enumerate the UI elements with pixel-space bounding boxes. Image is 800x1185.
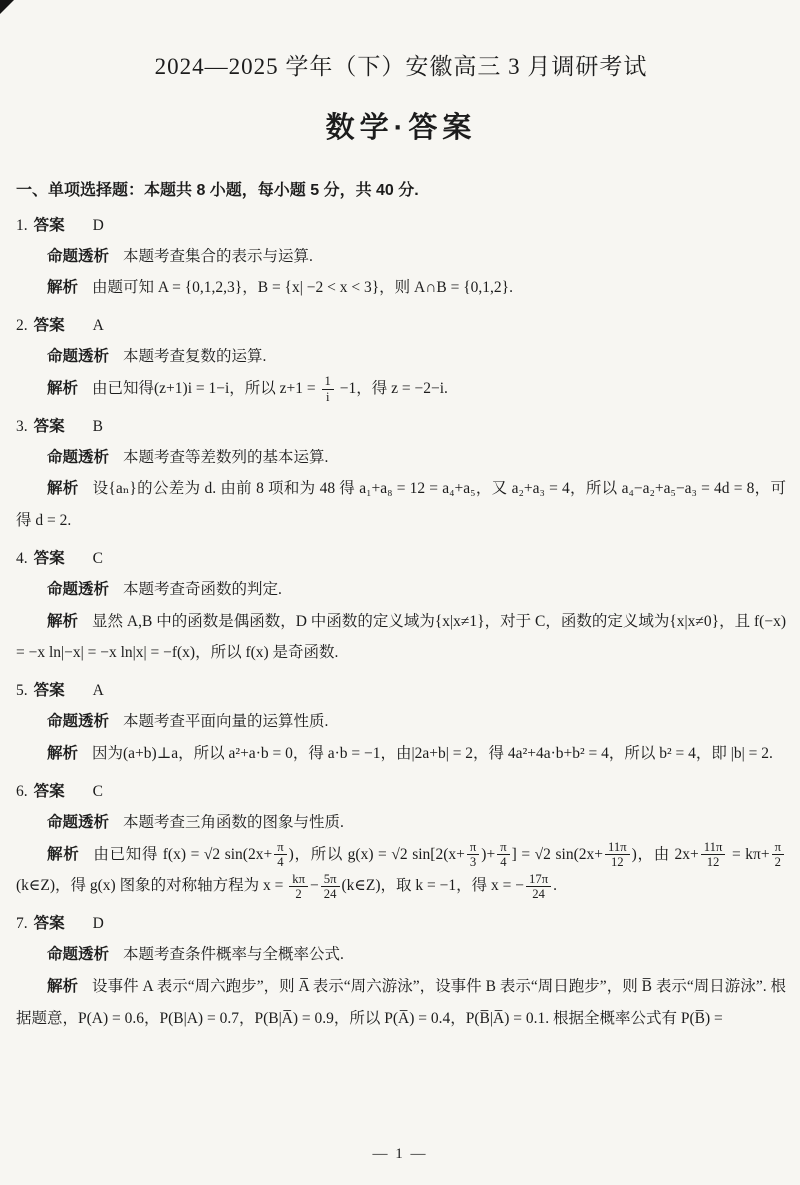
answer-letter: D [92,915,104,933]
fraction: $\frac{5\pi}{24}$ [321,872,340,902]
answer-line [16,411,786,442]
solution-label: 解析 [47,612,79,630]
question-number: 3. [16,417,28,435]
answer-label: 答案 [33,216,65,234]
solution-text: 显然 A,B 中的函数是偶函数，D 中函数的定义域为{x|x≠1}，对于 C，函数的定义域为{x|x≠0}，且 f(−x) = −x ln|−x| = −x ln|x| = −f(x)，所以 f(x) 是奇函数. [16,612,786,662]
answer-letter: C [92,549,103,567]
analysis-text: 本题考查集合的表示与运算. [123,247,313,265]
solution-text: 因为(a+b)⊥a，所以 a²+a·b = 0，得 a·b = −1，由|2a+b| = 2，得 4a²+4a·b+b² = 4，所以 b² = 4，即 |b| = 2. [92,745,773,763]
analysis-text: 本题考查复数的运算. [123,348,267,366]
analysis-text: 本题考查等差数列的基本运算. [123,448,329,466]
answer-letter: A [92,317,104,335]
solution-paragraph [16,473,786,537]
answer-line [16,908,786,939]
answer-line [16,210,786,241]
analysis-paragraph [16,241,786,273]
solution-text: 由已知得(z+1)i = 1−i，所以 z+1 = $\frac{1}{i}$ −1，得 z = −2−i. [92,374,448,404]
answer-line [16,310,786,341]
solution-text: 由已知得 f(x) = √2 sin(2x+ $\frac{\pi}{4}$ )，所以 g(x) = √2 sin[2(x+ $\frac{\pi}{3}$ )+ $\frac{\pi}{4}$ ] = √2 sin(2x+ $\frac{11\pi}{12}$ )，由 2x+ $\frac{11\pi}{12}$ = kπ+ $\frac{\pi}{2}$ (k∈Z)，得 g(x) 图象的对称轴方程为 x = $\frac{k\pi}{2}$ − $\frac{5\pi}{24}$ (k∈Z)，取 k = −1，得 x = − $\frac{17\pi}{24}$ . [16,846,786,895]
analysis-label: 命题透析 [47,448,110,466]
question-6 [16,776,786,902]
fraction: $\frac{1}{i}$ [322,374,334,404]
question-number: 5. [16,682,28,700]
question-4 [16,543,786,669]
answer-line [16,543,786,574]
analysis-label: 命题透析 [47,247,110,265]
fraction: $\frac{\pi}{4}$ [497,840,509,870]
analysis-paragraph [16,442,786,474]
analysis-paragraph [16,939,786,971]
answer-label: 答案 [33,915,65,933]
question-1 [16,210,786,305]
solution-paragraph [16,971,786,1035]
solution-paragraph [16,738,786,770]
question-5 [16,675,786,770]
analysis-text: 本题考查平面向量的运算性质. [123,713,329,731]
fraction: $\frac{\pi}{3}$ [467,840,479,870]
analysis-label: 命题透析 [47,348,110,366]
solution-paragraph [16,606,786,670]
question-3 [16,411,786,537]
answer-letter: C [92,782,103,800]
answer-label: 答案 [33,317,65,335]
answer-label: 答案 [33,682,65,700]
solution-label: 解析 [47,480,79,498]
fraction: $\frac{\pi}{2}$ [772,840,784,870]
solution-text: 设事件 A 表示“周六跑步”，则 A̅ 表示“周六游泳”，设事件 B 表示“周日跑步”，则 B̅ 表示“周日游泳”. 根据题意，P(A) = 0.6，P(B|A) = 0.7，P(B|A̅) = 0.9，所以 P(A̅) = 0.4，P(B̅|A̅) = 0.1. 根据全概率公式有 P(B̅) = [16,977,786,1027]
question-number: 7. [16,915,28,933]
answer-letter: B [92,417,103,435]
question-number: 2. [16,317,28,335]
analysis-paragraph [16,574,786,606]
fraction: $\frac{17\pi}{24}$ [526,872,551,902]
fraction: $\frac{k\pi}{2}$ [289,872,308,902]
question-number: 1. [16,216,28,234]
question-2 [16,310,786,405]
fraction: $\frac{11\pi}{12}$ [701,840,726,870]
solution-text: 由题可知 A = {0,1,2,3}，B = {x| −2 < x < 3}，则 A∩B = {0,1,2}. [92,279,513,297]
question-7 [16,908,786,1034]
analysis-label: 命题透析 [47,946,110,964]
document-title: 2024—2025 学年（下）安徽高三 3 月调研考试 [154,54,648,79]
solution-label: 解析 [47,977,79,995]
fraction: $\frac{\pi}{4}$ [274,840,286,870]
answer-label: 答案 [33,417,65,435]
solution-label: 解析 [47,745,79,763]
analysis-paragraph [16,341,786,373]
answer-label: 答案 [33,782,65,800]
analysis-label: 命题透析 [47,580,110,598]
answer-letter: D [92,216,104,234]
section-header: 一、单项选择题：本题共 8 小题，每小题 5 分，共 40 分. [16,182,419,199]
analysis-text: 本题考查奇函数的判定. [123,580,282,598]
page-number: — 1 — [372,1146,428,1162]
analysis-paragraph [16,706,786,738]
solution-paragraph [16,839,786,903]
answer-letter: A [92,682,104,700]
solution-paragraph [16,373,786,405]
analysis-label: 命题透析 [47,713,110,731]
solution-label: 解析 [47,379,79,397]
analysis-text: 本题考查条件概率与全概率公式. [123,946,344,964]
answer-line [16,776,786,807]
document-subtitle: 数学·答案 [325,112,477,144]
answer-line [16,675,786,706]
question-number: 4. [16,549,28,567]
solution-label: 解析 [47,279,79,297]
fraction: $\frac{11\pi}{12}$ [605,840,630,870]
question-number: 6. [16,782,28,800]
analysis-paragraph [16,807,786,839]
answer-label: 答案 [33,549,65,567]
solution-label: 解析 [47,845,80,863]
scan-corner-artifact [0,0,14,14]
analysis-text: 本题考查三角函数的图象与性质. [123,813,344,831]
solution-text: 设{aₙ}的公差为 d. 由前 8 项和为 48 得 a₁+a₈ = 12 = a₄+a₅，又 a₂+a₃ = 4，所以 a₄−a₂+a₅−a₃ = 4d = 8，可得 d = 2. [16,480,786,530]
solution-paragraph [16,272,786,304]
analysis-label: 命题透析 [47,813,110,831]
